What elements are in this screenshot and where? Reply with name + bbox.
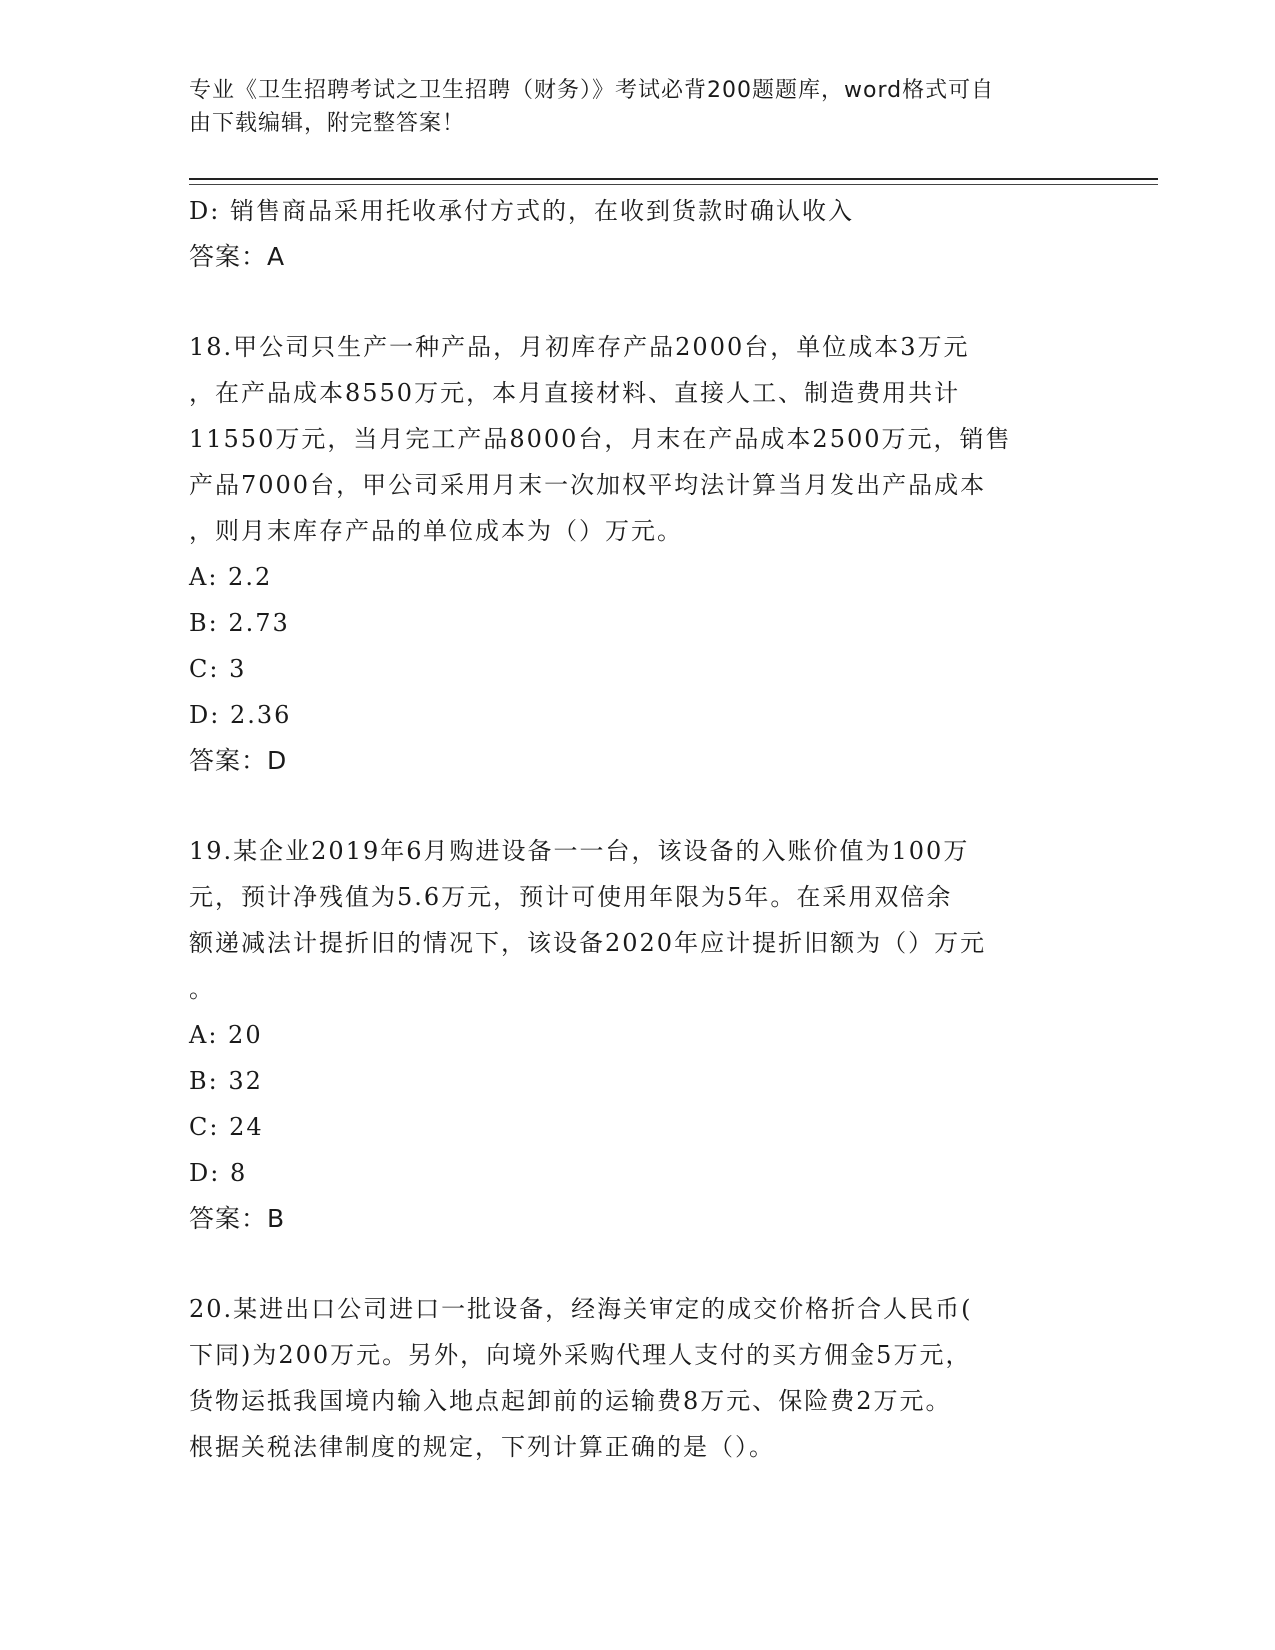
question-18-stem-line: 11550万元，当月完工产品8000台，月末在产品成本2500万元，销售 — [189, 425, 1012, 453]
prev-question-answer: 答案：A — [189, 242, 286, 271]
prev-question-option-d: D: 销售商品采用托收承付方式的，在收到货款时确认收入 — [189, 197, 854, 225]
question-20-stem-line: 根据关税法律制度的规定，下列计算正确的是（）。 — [189, 1433, 775, 1461]
question-18-option-c: C: 3 — [189, 655, 247, 683]
header-line-1: 专业《卫生招聘考试之卫生招聘（财务）》考试必背200题题库，word格式可自 — [189, 78, 995, 103]
question-19-option-a: A: 20 — [189, 1021, 263, 1049]
question-19-option-c: C: 24 — [189, 1113, 264, 1141]
header-line-2: 由下载编辑，附完整答案！ — [189, 111, 466, 136]
question-19-stem-line: 额递减法计提折旧的情况下，该设备2020年应计提折旧额为（）万元 — [189, 929, 987, 957]
question-19 — [189, 828, 1109, 1242]
question-19-option-d: D: 8 — [189, 1159, 248, 1187]
question-18 — [189, 324, 1109, 784]
question-18-stem-line: ，则月末库存产品的单位成本为（）万元。 — [189, 517, 683, 545]
question-18-option-d: D: 2.36 — [189, 701, 292, 729]
question-content — [189, 188, 1109, 1470]
header-divider-thick — [189, 178, 1158, 180]
question-18-answer: 答案：D — [189, 746, 288, 775]
question-19-stem-line: 元，预计净残值为5.6万元，预计可使用年限为5年。在采用双倍余 — [189, 883, 953, 911]
question-20 — [189, 1286, 1109, 1470]
spacer — [189, 784, 1109, 828]
question-19-stem-line: 。 — [189, 975, 215, 1003]
question-18-stem-line: 产品7000台，甲公司采用月末一次加权平均法计算当月发出产品成本 — [189, 471, 987, 499]
question-18-stem-line: ，在产品成本8550万元，本月直接材料、直接人工、制造费用共计 — [189, 379, 961, 407]
question-18-option-a: A: 2.2 — [189, 563, 273, 591]
question-18-stem-line: 18.甲公司只生产一种产品，月初库存产品2000台，单位成本3万元 — [189, 333, 970, 361]
spacer — [189, 280, 1109, 324]
question-20-stem-line: 下同)为200万元。另外，向境外采购代理人支付的买方佣金5万元， — [189, 1341, 972, 1369]
header-divider-thin — [189, 184, 1158, 185]
question-19-answer: 答案：B — [189, 1204, 286, 1233]
question-20-stem-line: 20.某进出口公司进口一批设备，经海关审定的成交价格折合人民币( — [189, 1295, 973, 1323]
spacer — [189, 1242, 1109, 1286]
question-18-option-b: B: 2.73 — [189, 609, 290, 637]
question-20-stem-line: 货物运抵我国境内输入地点起卸前的运输费8万元、保险费2万元。 — [189, 1387, 952, 1415]
question-19-option-b: B: 32 — [189, 1067, 263, 1095]
question-19-stem-line: 19.某企业2019年6月购进设备一一台，该设备的入账价值为100万 — [189, 837, 970, 865]
document-header — [189, 74, 1089, 140]
